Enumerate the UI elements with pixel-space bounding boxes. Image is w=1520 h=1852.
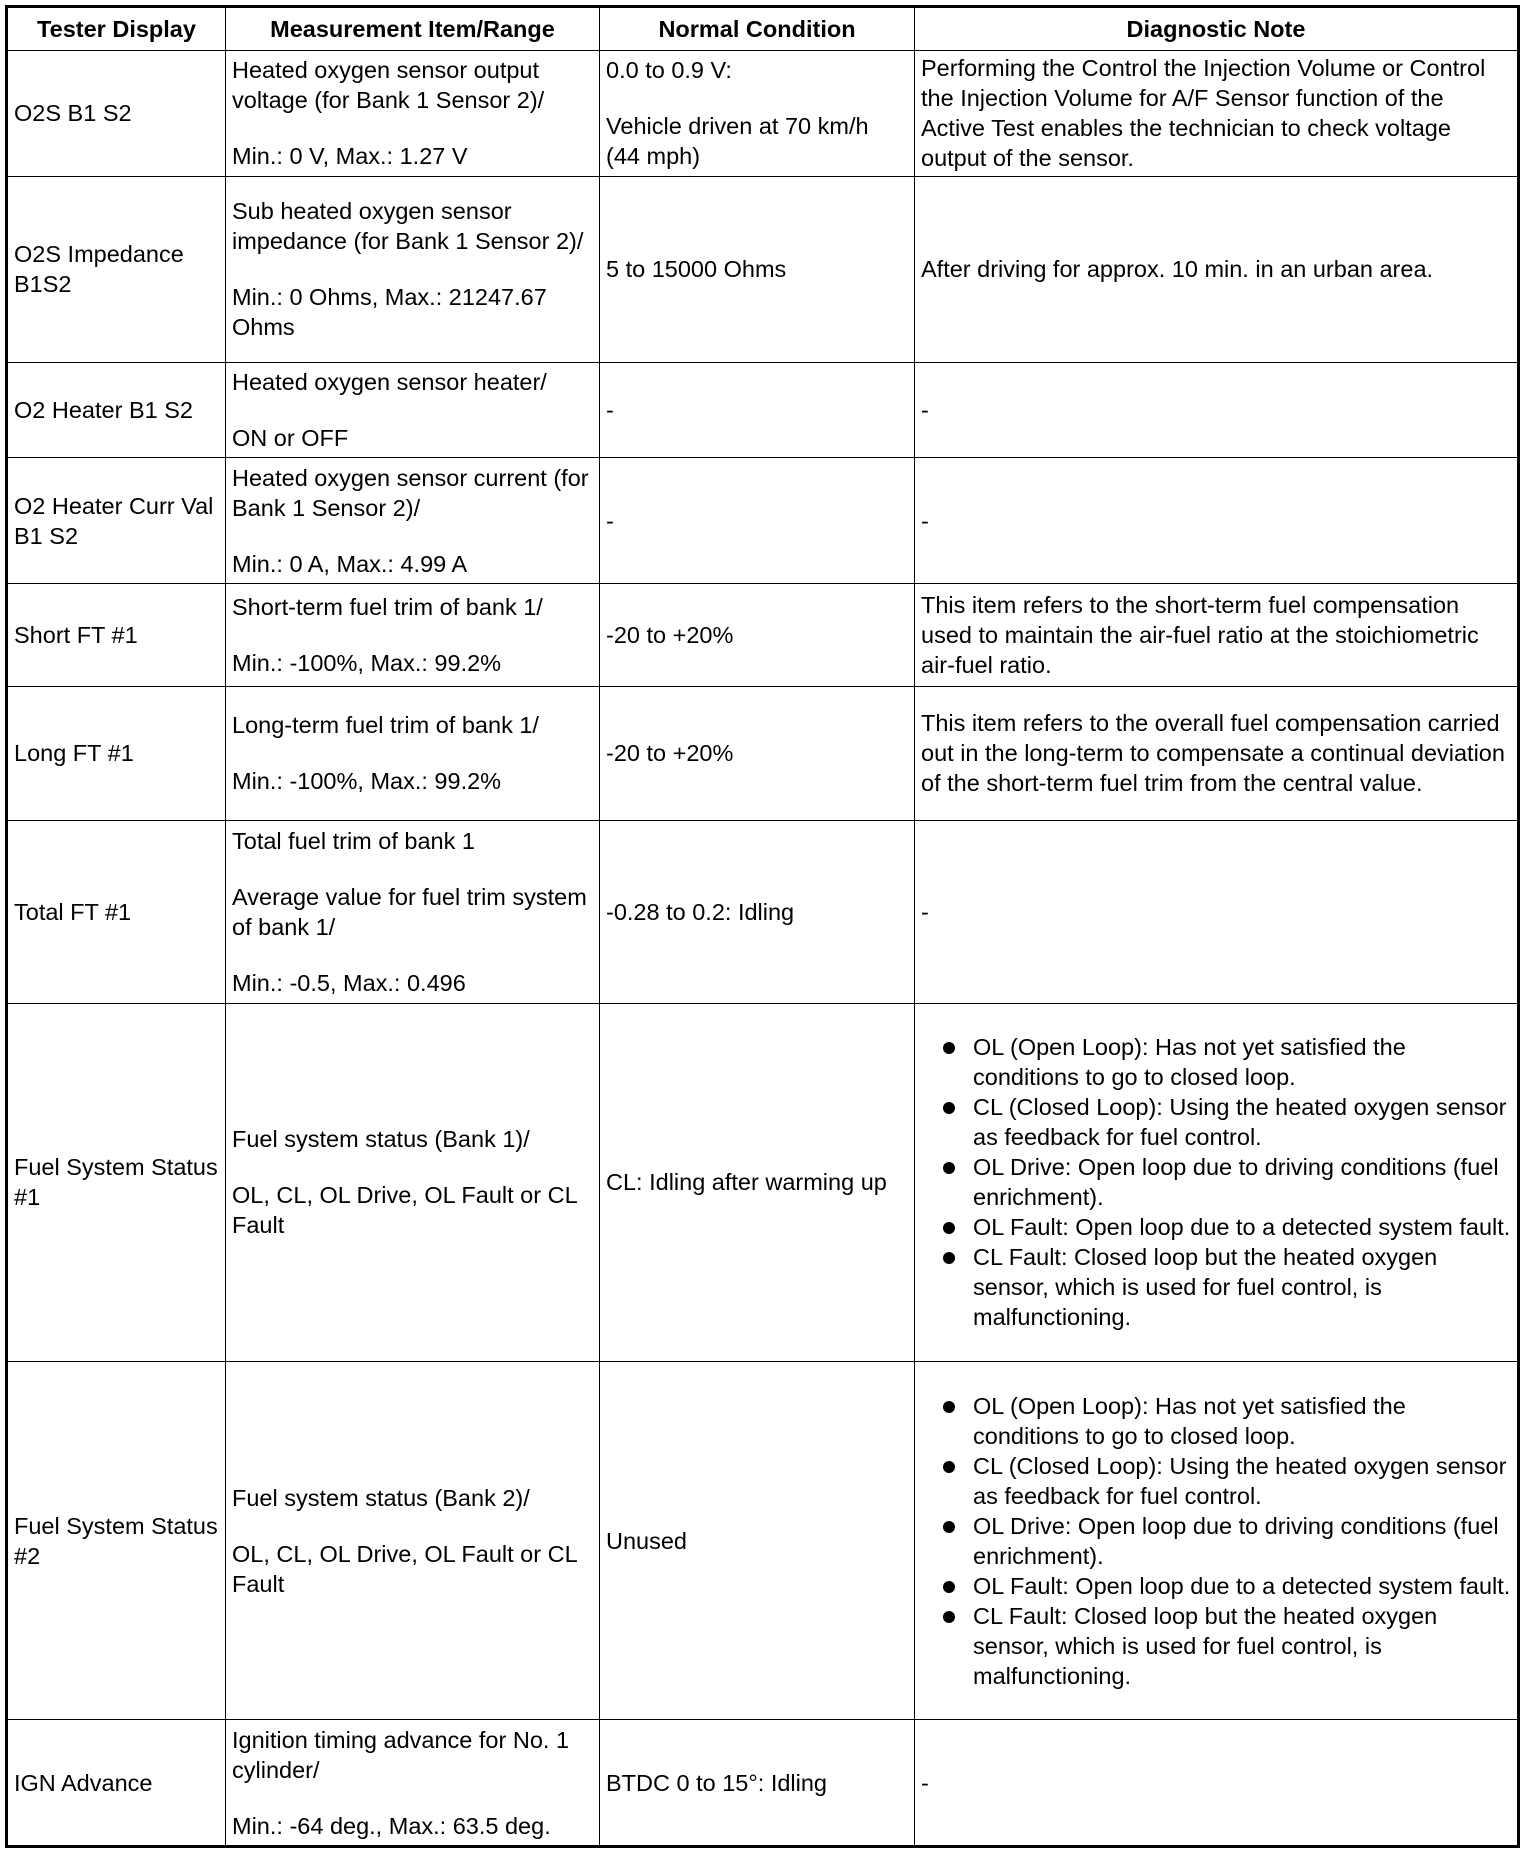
list-item: OL Drive: Open loop due to driving conditions (fuel enrichment). bbox=[921, 1152, 1511, 1212]
status-notes-list bbox=[921, 1391, 1511, 1691]
measurement-range: Min.: -100%, Max.: 99.2% bbox=[232, 768, 502, 795]
diagnostic-note-cell: After driving for approx. 10 min. in an urban area. bbox=[915, 176, 1519, 362]
list-item: CL (Closed Loop): Using the heated oxygen sensor as feedback for fuel control. bbox=[921, 1092, 1511, 1152]
list-item: OL Fault: Open loop due to a detected system fault. bbox=[921, 1571, 1511, 1601]
measurement-cell bbox=[226, 176, 600, 362]
list-item: OL Fault: Open loop due to a detected system fault. bbox=[921, 1212, 1511, 1242]
measurement-text: Sub heated oxygen sensor impedance (for Bank 1 Sensor 2)/ bbox=[232, 198, 584, 255]
measurement-text: Ignition timing advance for No. 1 cylinder/ bbox=[232, 1726, 570, 1783]
normal-condition-cell: Unused bbox=[600, 1361, 915, 1719]
normal-condition-cell: - bbox=[600, 458, 915, 584]
normal-text: 0.0 to 0.9 V: bbox=[606, 57, 732, 84]
diagnostic-note-cell: - bbox=[915, 1720, 1519, 1847]
measurement-cell bbox=[226, 458, 600, 584]
diagnostic-note-cell: This item refers to the short-term fuel compensation used to maintain the air-fuel ratio at the stoichiometric air-fuel ratio. bbox=[915, 584, 1519, 687]
table-row bbox=[7, 1720, 1519, 1847]
header-normal-condition: Normal Condition bbox=[600, 7, 915, 51]
measurement-cell bbox=[226, 584, 600, 687]
normal-condition-cell bbox=[600, 51, 915, 177]
header-row bbox=[7, 7, 1519, 51]
status-notes-list bbox=[921, 1032, 1511, 1332]
list-item: CL (Closed Loop): Using the heated oxygen sensor as feedback for fuel control. bbox=[921, 1451, 1511, 1511]
measurement-range: Min.: -0.5, Max.: 0.496 bbox=[232, 969, 466, 996]
tester-display-cell: O2S B1 S2 bbox=[7, 51, 226, 177]
header-tester-display: Tester Display bbox=[7, 7, 226, 51]
measurement-range: ON or OFF bbox=[232, 425, 349, 452]
tester-display-cell: IGN Advance bbox=[7, 1720, 226, 1847]
tester-display-cell: Fuel System Status #1 bbox=[7, 1003, 226, 1361]
measurement-text: Average value for fuel trim system of bank 1/ bbox=[232, 883, 587, 940]
tester-display-cell: O2 Heater B1 S2 bbox=[7, 362, 226, 458]
diagnostic-note-cell: - bbox=[915, 820, 1519, 1003]
measurement-range: Min.: -64 deg., Max.: 63.5 deg. bbox=[232, 1812, 551, 1839]
measurement-cell bbox=[226, 1720, 600, 1847]
measurement-range: OL, CL, OL Drive, OL Fault or CL Fault bbox=[232, 1182, 577, 1239]
header-measurement: Measurement Item/Range bbox=[226, 7, 600, 51]
measurement-cell bbox=[226, 1361, 600, 1719]
list-item: OL Drive: Open loop due to driving conditions (fuel enrichment). bbox=[921, 1511, 1511, 1571]
measurement-cell bbox=[226, 1003, 600, 1361]
tester-display-cell: Long FT #1 bbox=[7, 686, 226, 820]
table-row bbox=[7, 1003, 1519, 1361]
normal-text: Vehicle driven at 70 km/h (44 mph) bbox=[606, 113, 869, 170]
diagnostic-note-cell: - bbox=[915, 458, 1519, 584]
table-row bbox=[7, 362, 1519, 458]
diagnostic-note-cell: - bbox=[915, 362, 1519, 458]
tester-display-cell: Short FT #1 bbox=[7, 584, 226, 687]
measurement-text: Fuel system status (Bank 2)/ bbox=[232, 1484, 530, 1511]
measurement-cell bbox=[226, 686, 600, 820]
measurement-range: Min.: -100%, Max.: 99.2% bbox=[232, 650, 502, 677]
measurement-range: Min.: 0 A, Max.: 4.99 A bbox=[232, 550, 468, 577]
diagnostic-note-cell: Performing the Control the Injection Volume or Control the Injection Volume for A/F Sensor function of the Active Test enables the technician to check voltage output of the sensor. bbox=[915, 51, 1519, 177]
list-item: CL Fault: Closed loop but the heated oxygen sensor, which is used for fuel control, is malfunctioning. bbox=[921, 1242, 1511, 1332]
list-item: OL (Open Loop): Has not yet satisfied the conditions to go to closed loop. bbox=[921, 1032, 1511, 1092]
table-row bbox=[7, 176, 1519, 362]
normal-condition-cell: -20 to +20% bbox=[600, 686, 915, 820]
tester-display-cell: O2S Impedance B1S2 bbox=[7, 176, 226, 362]
normal-condition-cell: -20 to +20% bbox=[600, 584, 915, 687]
tester-display-cell: O2 Heater Curr Val B1 S2 bbox=[7, 458, 226, 584]
tester-display-cell: Fuel System Status #2 bbox=[7, 1361, 226, 1719]
list-item: OL (Open Loop): Has not yet satisfied the conditions to go to closed loop. bbox=[921, 1391, 1511, 1451]
measurement-text: Long-term fuel trim of bank 1/ bbox=[232, 712, 539, 739]
measurement-range: Min.: 0 V, Max.: 1.27 V bbox=[232, 143, 468, 170]
measurement-cell bbox=[226, 362, 600, 458]
table-row bbox=[7, 820, 1519, 1003]
table-row bbox=[7, 1361, 1519, 1719]
measurement-text: Fuel system status (Bank 1)/ bbox=[232, 1126, 530, 1153]
diagnostic-note-cell: This item refers to the overall fuel compensation carried out in the long-term to compensate a continual deviation of the short-term fuel trim from the central value. bbox=[915, 686, 1519, 820]
normal-condition-cell: -0.28 to 0.2: Idling bbox=[600, 820, 915, 1003]
table-row bbox=[7, 51, 1519, 177]
measurement-cell bbox=[226, 51, 600, 177]
measurement-text: Short-term fuel trim of bank 1/ bbox=[232, 594, 543, 621]
list-item: CL Fault: Closed loop but the heated oxygen sensor, which is used for fuel control, is malfunctioning. bbox=[921, 1601, 1511, 1691]
measurement-cell bbox=[226, 820, 600, 1003]
table-row bbox=[7, 686, 1519, 820]
measurement-text: Heated oxygen sensor heater/ bbox=[232, 369, 547, 396]
measurement-text: Heated oxygen sensor output voltage (for Bank 1 Sensor 2)/ bbox=[232, 57, 545, 114]
data-list-table bbox=[5, 5, 1520, 1848]
table-row bbox=[7, 584, 1519, 687]
normal-condition-cell: BTDC 0 to 15°: Idling bbox=[600, 1720, 915, 1847]
measurement-range: OL, CL, OL Drive, OL Fault or CL Fault bbox=[232, 1540, 577, 1597]
normal-condition-cell: CL: Idling after warming up bbox=[600, 1003, 915, 1361]
normal-condition-cell: - bbox=[600, 362, 915, 458]
measurement-text: Heated oxygen sensor current (for Bank 1 Sensor 2)/ bbox=[232, 464, 589, 521]
header-diagnostic-note: Diagnostic Note bbox=[915, 7, 1519, 51]
tester-display-cell: Total FT #1 bbox=[7, 820, 226, 1003]
measurement-range: Min.: 0 Ohms, Max.: 21247.67 Ohms bbox=[232, 284, 547, 341]
diagnostic-note-cell bbox=[915, 1003, 1519, 1361]
measurement-text: Total fuel trim of bank 1 bbox=[232, 827, 475, 854]
normal-condition-cell: 5 to 15000 Ohms bbox=[600, 176, 915, 362]
diagnostic-note-cell bbox=[915, 1361, 1519, 1719]
table-row bbox=[7, 458, 1519, 584]
